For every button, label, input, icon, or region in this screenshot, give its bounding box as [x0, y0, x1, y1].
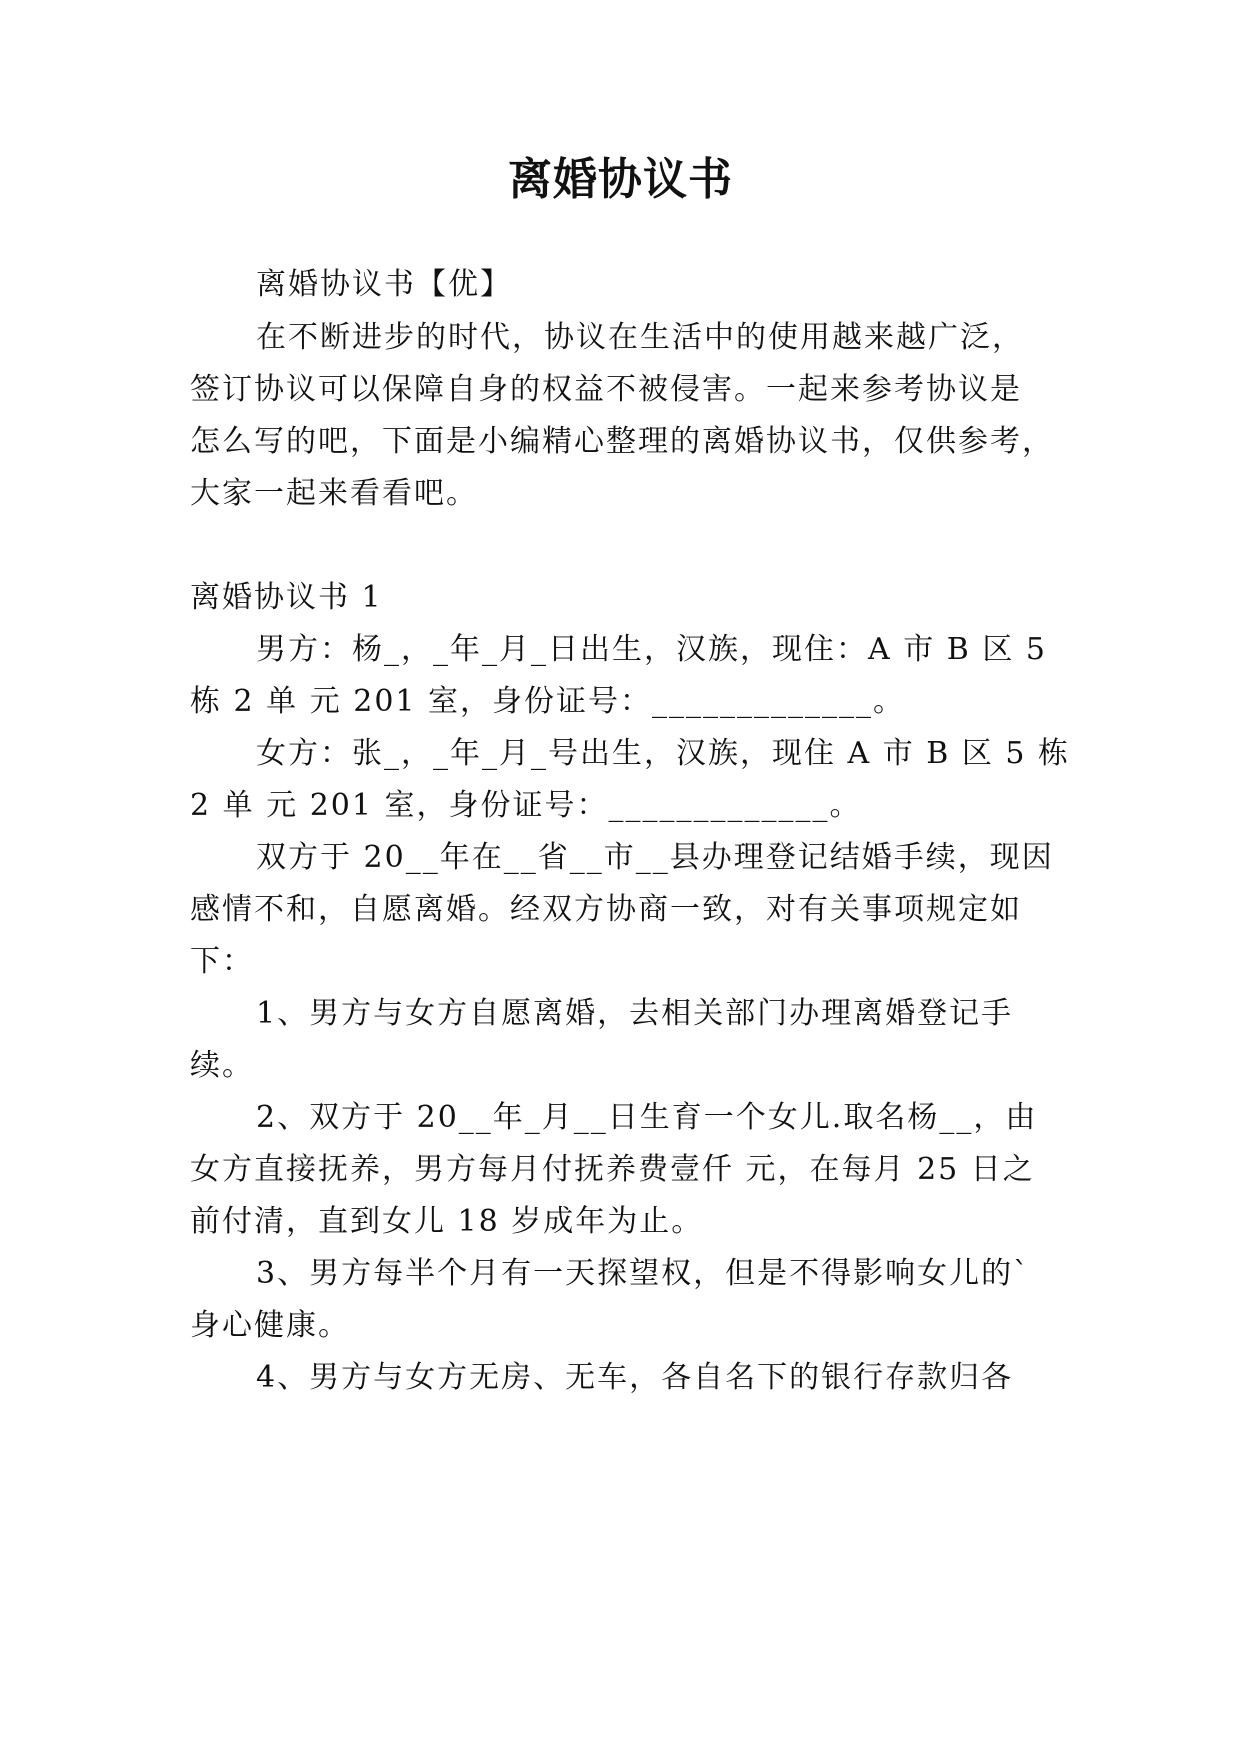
clause-line: 2、双方于 20__年_月__日生育一个女儿.取名杨__，由: [256, 1100, 1038, 1135]
party-line: 栋 2 单 元 201 室，身份证号：_____________。: [190, 684, 906, 719]
body-line: 双方于 20__年在__省__市__县办理登记结婚手续，现因: [256, 840, 1054, 875]
clause-line: 续。: [190, 1048, 254, 1083]
party-line: 女方：张_，_年_月_号出生，汉族，现住 A 市 B 区 5 栋: [256, 736, 1071, 771]
clause-line: 前付清，直到女儿 18 岁成年为止。: [190, 1204, 704, 1239]
clause-line: 身心健康。: [190, 1308, 350, 1343]
party-line: 2 单 元 201 室，身份证号：_____________。: [190, 788, 862, 823]
clause-line: 4、男方与女方无房、无车，各自名下的银行存款归各: [256, 1360, 1014, 1395]
intro-line: 大家一起来看看吧。: [190, 476, 478, 511]
subtitle-line: 离婚协议书【优】: [256, 267, 512, 302]
section-heading: 离婚协议书 1: [190, 580, 383, 615]
intro-line: 签订协议可以保障自身的权益不被侵害。一起来参考协议是: [190, 372, 1022, 407]
body-line: 下：: [190, 944, 254, 979]
body-line: 感情不和，自愿离婚。经双方协商一致，对有关事项规定如: [190, 892, 1022, 927]
clause-line: 3、男方每半个月有一天探望权，但是不得影响女儿的`: [256, 1256, 1031, 1291]
clause-line: 女方直接抚养，男方每月付抚养费壹仟 元，在每月 25 日之: [190, 1152, 1035, 1187]
clause-line: 1、男方与女方自愿离婚，去相关部门办理离婚登记手: [256, 996, 1014, 1031]
intro-line: 在不断进步的时代，协议在生活中的使用越来越广泛，: [256, 320, 1024, 355]
document-title: 离婚协议书: [508, 154, 733, 205]
party-line: 男方：杨_，_年_月_日出生，汉族，现住：A 市 B 区 5: [256, 632, 1047, 667]
intro-line: 怎么写的吧，下面是小编精心整理的离婚协议书，仅供参考，: [190, 424, 1054, 459]
